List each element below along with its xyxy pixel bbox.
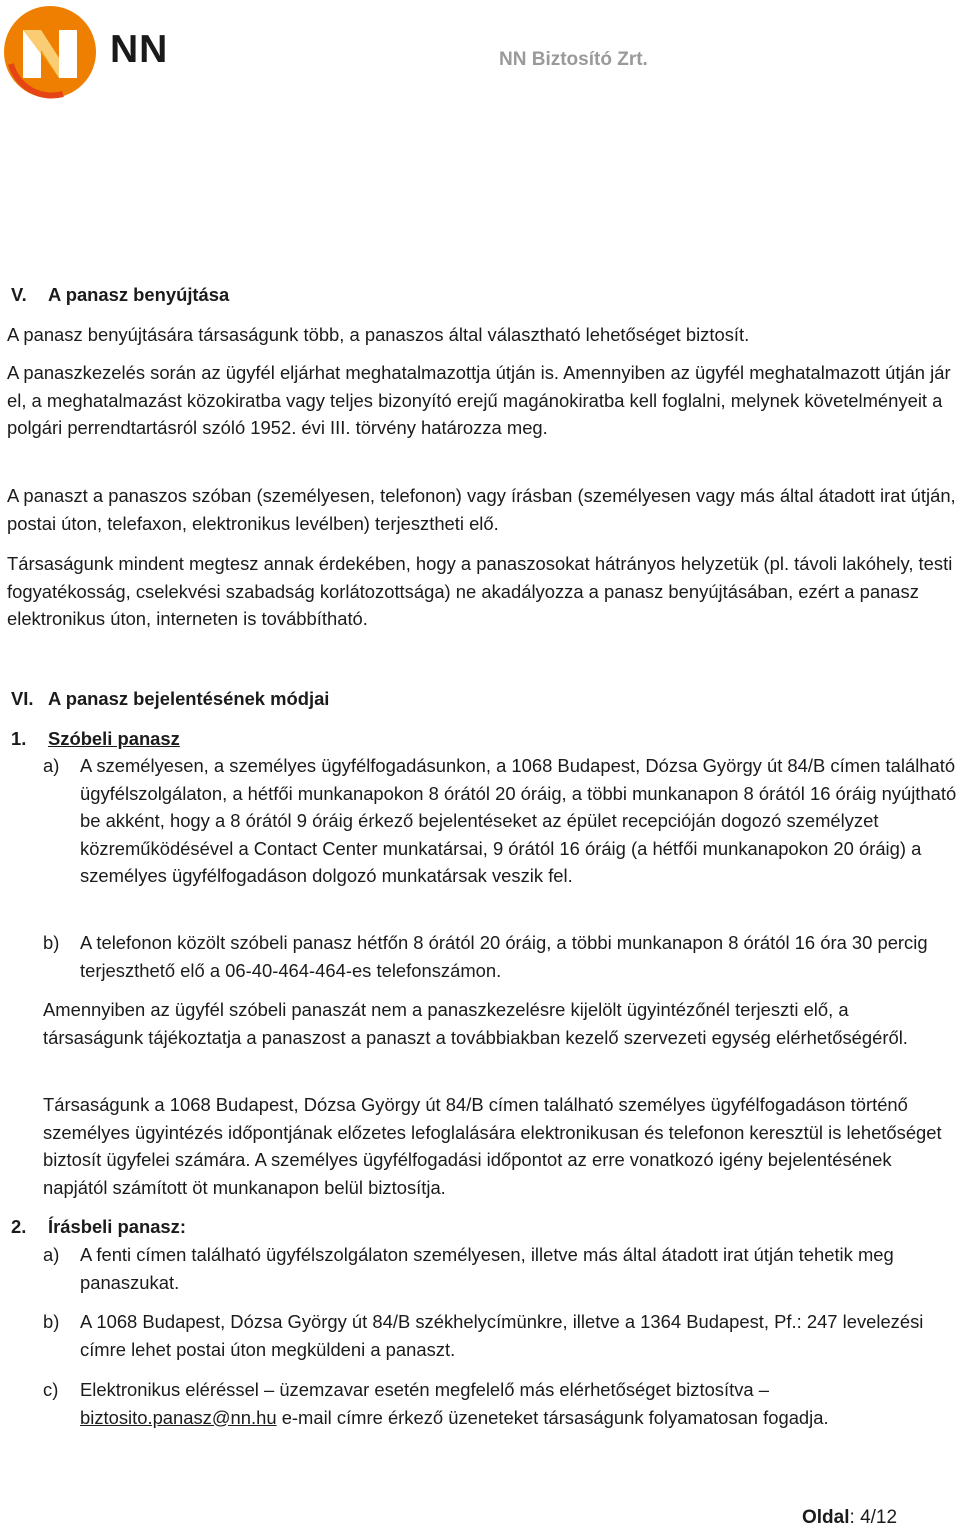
brand-wordmark: NN	[110, 28, 169, 71]
subsection-heading-oral	[11, 725, 180, 753]
paragraph: Társaságunk a 1068 Budapest, Dózsa György út 84/B címen található személyes ügyfélfogadáson történő személyes ügyintézés időpontjának előzetes lefoglalására elektronikusan és telefonon keresztül is lehetőséget biztosít ügyfelei számára. A személyes ügyfélfogadási időpontot az erre vonatkozó igény bejelentésének napjától számított öt munkanapon belül biztosítja.	[43, 1094, 942, 1198]
list-text: A személyesen, a személyes ügyfélfogadásunkon, a 1068 Budapest, Dózsa György út 84/B címen található ügyfélszolgálaton, a hétfői munkanapokon 8 órától 20 óráig, a többi munkanapon 8 órától 16 óráig nyújtható be akként, hogy a 8 órától 9 óráig érkező bejelentéseket az épület recepcióján dogozó személyzet közreműködésével a Contact Center munkatársai, 9 órától 16 óráig (a hétfői munkanapokon 20 óráig) a személyes ügyfélfogadáson dolgozó munkatársak veszik fel.	[80, 755, 957, 887]
page-label: Oldal	[802, 1507, 850, 1528]
list-label: b)	[43, 1311, 60, 1332]
list-item	[43, 1376, 959, 1431]
paragraph: Társaságunk mindent megtesz annak érdekében, hogy a panaszosokat hátrányos helyzetük (pl. távoli lakóhely, testi fogyatékosság, cselekvési szabadság korlátozottsága) ne akadályozza a panasz benyújtásában, ezért a panasz elektronikus úton, interneten is továbbítható.	[7, 553, 953, 630]
list-text: A 1068 Budapest, Dózsa György út 84/B székhelycímünkre, illetve a 1364 Budapest, Pf.: 247 levelezési címre lehet postai úton megküldeni a panaszt.	[80, 1311, 924, 1360]
list-label: a)	[43, 755, 60, 776]
page-number	[802, 1507, 897, 1529]
list-label: b)	[43, 932, 60, 953]
list-item	[43, 752, 959, 890]
subsection-title: Írásbeli panasz:	[48, 1216, 186, 1237]
text-before-link: Elektronikus eléréssel – üzemzavar esetén megfelelő más elérhetőséget biztosítva –	[80, 1379, 769, 1400]
complaint-email-link[interactable]: biztosito.panasz@nn.hu	[80, 1406, 277, 1428]
list-item	[43, 1241, 959, 1296]
section-heading-v	[11, 281, 229, 309]
section-heading-vi	[11, 685, 329, 713]
paragraph: A panaszt a panaszos szóban (személyesen, telefonon) vagy írásban (személyesen vagy más által átadott irat útján, postai úton, telefaxon, elektronikus levélben) terjesztheti elő.	[7, 485, 956, 534]
list-text	[80, 1376, 959, 1431]
list-item	[43, 929, 959, 984]
company-name: NN Biztosító Zrt.	[499, 49, 648, 70]
list-text: A fenti címen található ügyfélszolgálaton személyesen, illetve más által átadott irat útján tehetik meg panaszukat.	[80, 1244, 894, 1293]
subsection-number: 2.	[11, 1216, 27, 1237]
paragraph: A panaszkezelés során az ügyfél eljárhat meghatalmazottja útján is. Amennyiben az ügyfél meghatalmazott útján jár el, a meghatalmazást közokiratba vagy teljes bizonyító erejű magánokiratba kell foglalni, melynek követelményeit a polgári perrendtartásról szóló 1952. évi III. törvény határozza meg.	[7, 362, 951, 439]
page-value: : 4/12	[849, 1507, 898, 1528]
subsection-heading-written	[11, 1213, 186, 1241]
section-title: A panasz bejelentésének módjai	[48, 688, 330, 709]
paragraph: A panasz benyújtására társaságunk több, a panaszos által választható lehetőséget biztosít.	[7, 324, 750, 345]
section-title: A panasz benyújtása	[48, 284, 230, 305]
text-after-link: e-mail címre érkező üzeneteket társaságunk folyamatosan fogadja.	[276, 1406, 829, 1428]
list-label: c)	[43, 1379, 59, 1400]
subsection-number: 1.	[11, 728, 27, 749]
list-item	[43, 1308, 959, 1363]
nn-logo-icon	[3, 4, 97, 100]
section-number: V.	[11, 284, 27, 305]
list-text: A telefonon közölt szóbeli panasz hétfőn 8 órától 20 óráig, a többi munkanapon 8 órától 16 óra 30 percig terjeszthető elő a 06-40-464-464-es telefonszámon.	[80, 932, 928, 981]
subsection-title: Szóbeli panasz	[48, 728, 180, 749]
paragraph: Amennyiben az ügyfél szóbeli panaszát nem a panaszkezelésre kijelölt ügyintézőnél terjeszti elő, a társaságunk tájékoztatja a panaszost a panaszt a továbbiakban kezelő szervezeti egység elérhetőségéről.	[43, 999, 908, 1048]
list-label: a)	[43, 1244, 60, 1265]
section-number: VI.	[11, 688, 34, 709]
